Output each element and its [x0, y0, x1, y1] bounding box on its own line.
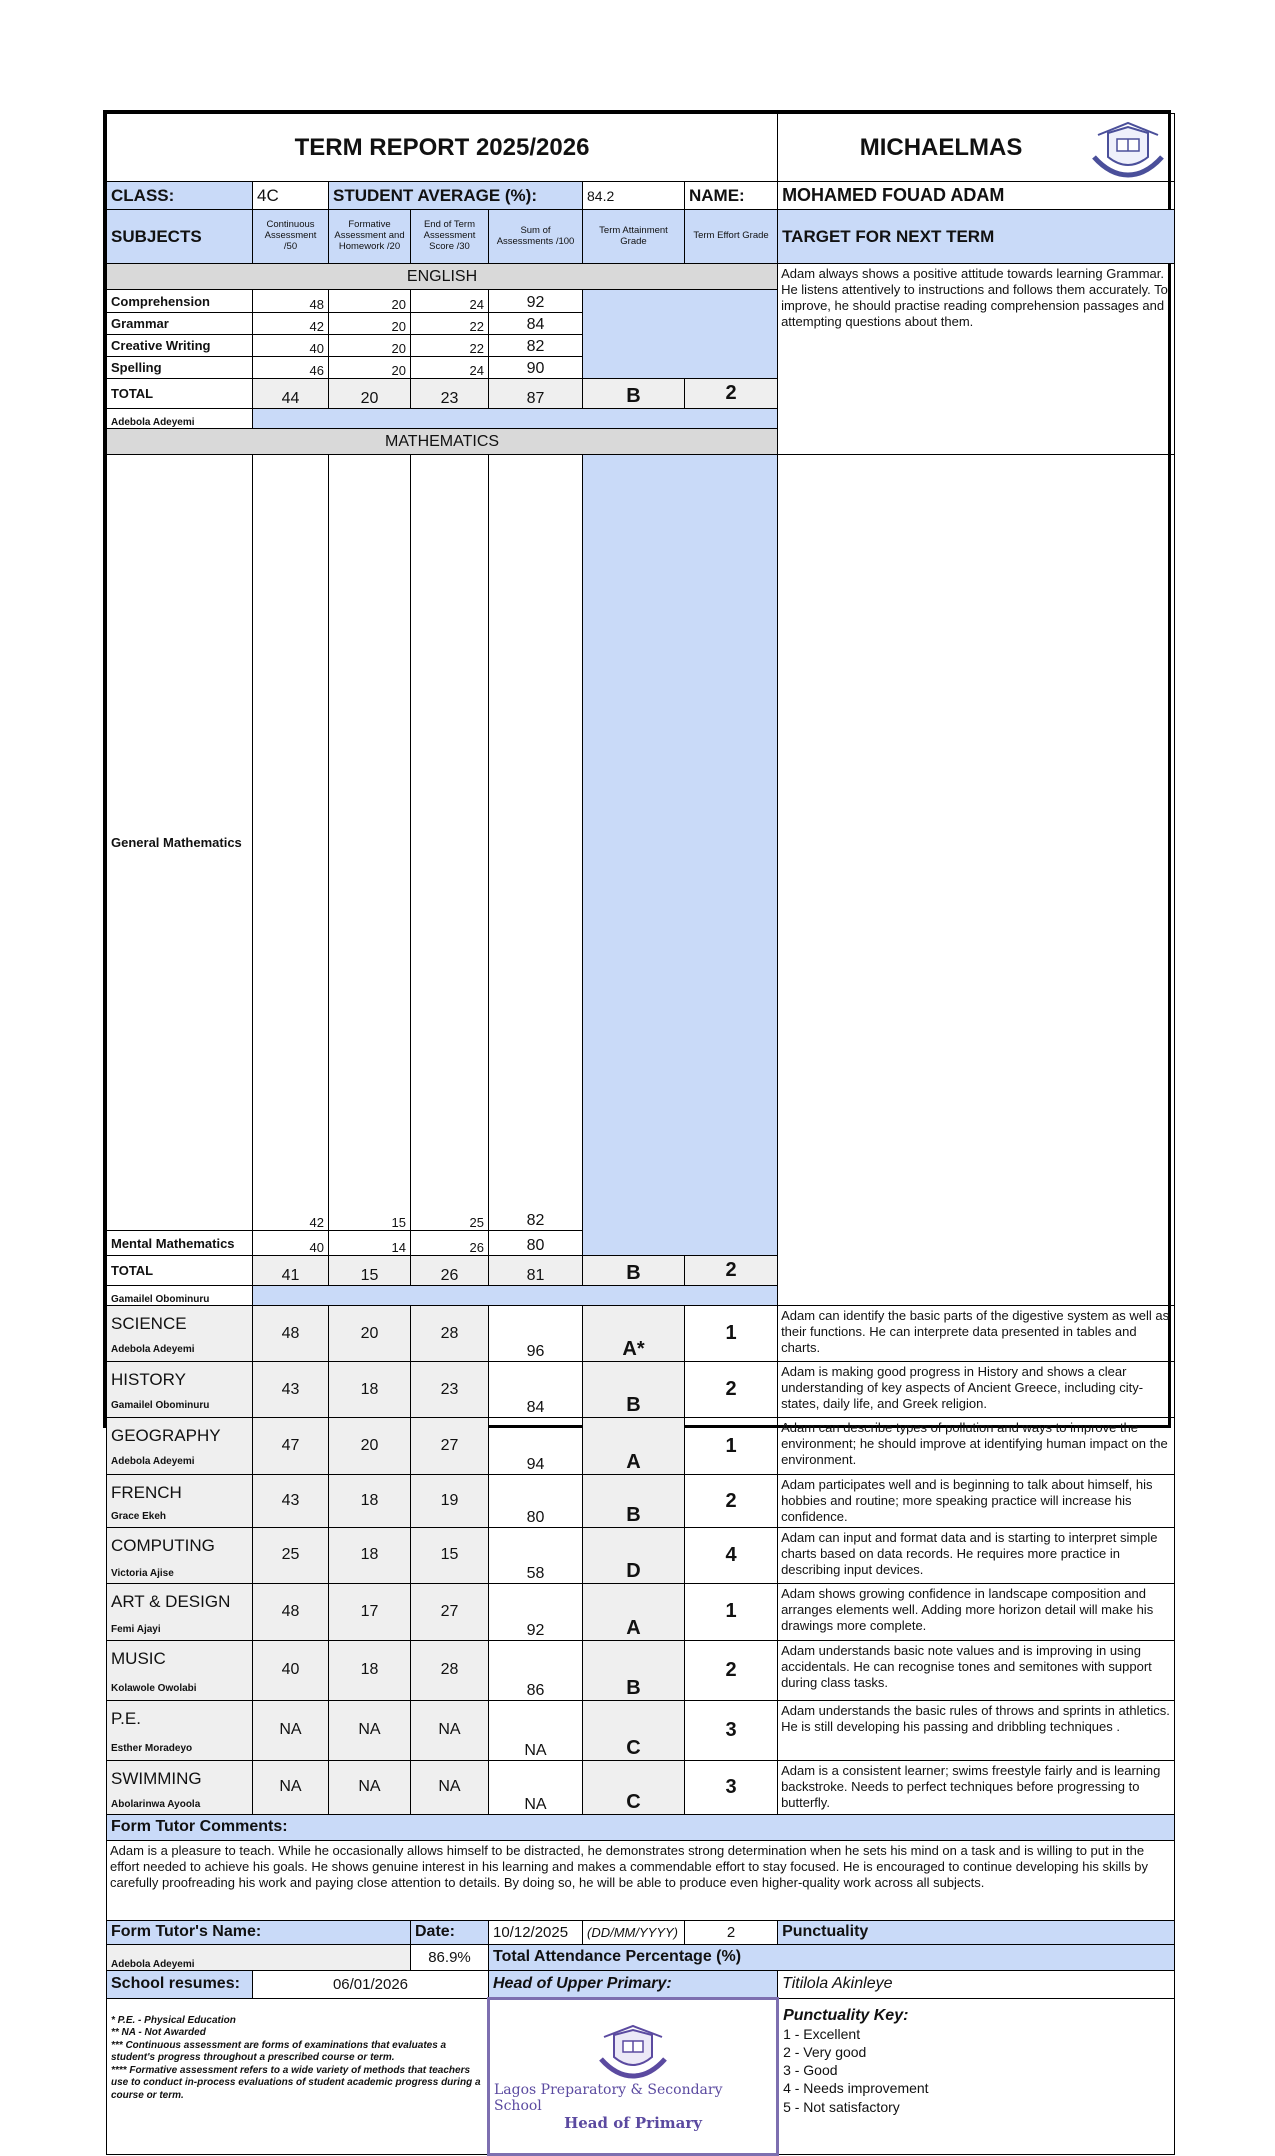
- subject-name: SCIENCE: [111, 1314, 187, 1334]
- maths-teacher-bar: [253, 1286, 778, 1306]
- english-row-name: Grammar: [107, 313, 253, 335]
- subject-comment: Adam can describe types of pollution and ways to improve the environment; he should improve at identifying human impact on the environment.: [778, 1418, 1175, 1475]
- subject-row-computing: [107, 1527, 1175, 1583]
- maths-row-name: General Mathematics: [107, 455, 253, 1231]
- maths-teacher: Gamailel Obominuru: [107, 1286, 253, 1306]
- subject-cell: [107, 1700, 253, 1760]
- subject-fa: NA: [329, 1700, 411, 1760]
- maths-row-fa: 14: [329, 1231, 411, 1256]
- subject-teacher: Kolawole Owolabi: [111, 1682, 197, 1694]
- subject-et: 28: [411, 1640, 489, 1700]
- subject-fa: 18: [329, 1362, 411, 1418]
- subject-comment: Adam understands basic note values and is improving in using accidentals. He can recognise tones and semitones with support during class tasks.: [778, 1640, 1175, 1700]
- name-label: NAME:: [685, 182, 778, 210]
- subject-row-science: [107, 1306, 1175, 1362]
- subject-effort: 2: [685, 1475, 778, 1528]
- subject-cell: [107, 1527, 253, 1583]
- subject-name: HISTORY: [111, 1370, 186, 1390]
- subject-sum: 86: [489, 1640, 583, 1700]
- subject-cell: [107, 1362, 253, 1418]
- subject-effort: 1: [685, 1583, 778, 1640]
- punctuality-value: 2: [685, 1920, 778, 1944]
- subject-row-art: [107, 1583, 1175, 1640]
- subject-name: ART & DESIGN: [111, 1591, 231, 1611]
- head-of-primary-stamp: [489, 1998, 778, 2154]
- subject-sum: 94: [489, 1418, 583, 1475]
- subject-comment: Adam understands the basic rules of throws and sprints in athletics. He is still developing his passing and dribbling techniques .: [778, 1700, 1175, 1760]
- english-row-name: Spelling: [107, 357, 253, 379]
- subject-effort: 1: [685, 1418, 778, 1475]
- subject-teacher: Femi Ajayi: [111, 1623, 161, 1635]
- subject-cell: [107, 1475, 253, 1528]
- subject-row-french: [107, 1475, 1175, 1528]
- subject-sum: 96: [489, 1306, 583, 1362]
- subject-et: NA: [411, 1700, 489, 1760]
- tutor-name: Adebola Adeyemi: [107, 1944, 411, 1970]
- english-row-fa: 20: [329, 290, 411, 313]
- subject-grade: A*: [583, 1306, 685, 1362]
- english-row-et: 22: [411, 313, 489, 335]
- subject-sum: NA: [489, 1760, 583, 1814]
- english-row-sum: 84: [489, 313, 583, 335]
- subject-effort: 3: [685, 1700, 778, 1760]
- subject-grade: A: [583, 1583, 685, 1640]
- english-total-label: TOTAL: [107, 379, 253, 409]
- note-item: *** Continuous assessment are forms of examinations that evaluates a student's progress throughout a prescribed course or term.: [111, 2039, 447, 2064]
- english-teacher: Adebola Adeyemi: [107, 409, 253, 429]
- subject-et: 23: [411, 1362, 489, 1418]
- notes-cell: [107, 1998, 489, 2154]
- target-header: TARGET FOR NEXT TERM: [778, 210, 1175, 264]
- subject-comment: Adam is making good progress in History and shows a clear understanding of key aspects of Ancient Greece, including city-states, daily life, and Greek religion.: [778, 1362, 1175, 1418]
- subject-et: 27: [411, 1418, 489, 1475]
- subject-cell: [107, 1760, 253, 1814]
- english-total-fa: 20: [329, 379, 411, 409]
- english-row-ca: 42: [253, 313, 329, 335]
- subject-sum: 92: [489, 1583, 583, 1640]
- maths-total-grade: B: [583, 1256, 685, 1286]
- english-total-effort: 2: [685, 379, 778, 409]
- subject-et: 27: [411, 1583, 489, 1640]
- tutor-comments: Adam is a pleasure to teach. While he occasionally allows himself to be distracted, he demonstrates strong determination when he sets his mind on a task and is willing to put in the effort needed to achieve his goals. He shows genuine interest in his learning and makes a commendable effort to stay focused. He is encouraged to continue developing his skills by carefully proofreading his work and paying close attention to details. By doing so, he will be able to produce even higher-quality work across all subjects.: [107, 1840, 1175, 1920]
- subject-grade: D: [583, 1527, 685, 1583]
- maths-total-et: 26: [411, 1256, 489, 1286]
- subject-comment: Adam is a consistent learner; swims freestyle fairly and is learning backstroke. Needs to perfect techniques before progressing to butterfly.: [778, 1760, 1175, 1814]
- maths-total-sum: 81: [489, 1256, 583, 1286]
- head-name: Titilola Akinleye: [778, 1970, 1175, 1998]
- subject-row-geography: [107, 1418, 1175, 1475]
- subject-fa: 20: [329, 1306, 411, 1362]
- subject-row-pe: [107, 1700, 1175, 1760]
- report-table: [106, 113, 1175, 2156]
- maths-total-fa: 15: [329, 1256, 411, 1286]
- english-total-ca: 44: [253, 379, 329, 409]
- key-item: 3 - Good: [783, 2062, 838, 2079]
- subject-fa: 20: [329, 1418, 411, 1475]
- english-row-ca: 40: [253, 335, 329, 357]
- punctuality-label: Punctuality: [778, 1920, 1175, 1944]
- tutor-comments-label: Form Tutor Comments:: [107, 1814, 1175, 1840]
- key-item: 1 - Excellent: [783, 2025, 861, 2042]
- student-name: MOHAMED FOUAD ADAM: [778, 182, 1175, 210]
- english-total-grade: B: [583, 379, 685, 409]
- maths-blank-grade: [583, 455, 778, 1256]
- subject-teacher: Gamailel Obominuru: [111, 1400, 210, 1412]
- subject-cell: [107, 1583, 253, 1640]
- subject-effort: 2: [685, 1362, 778, 1418]
- subject-teacher: Grace Ekeh: [111, 1511, 167, 1523]
- maths-total-effort: 2: [685, 1256, 778, 1286]
- english-row-et: 24: [411, 357, 489, 379]
- subject-grade: A: [583, 1418, 685, 1475]
- subject-grade: C: [583, 1700, 685, 1760]
- average-value: 84.2: [583, 182, 685, 210]
- subjects-header: SUBJECTS: [107, 210, 253, 264]
- subject-et: 19: [411, 1475, 489, 1528]
- subject-name: MUSIC: [111, 1648, 166, 1668]
- subject-name: P.E.: [111, 1708, 141, 1728]
- stamp-crest-icon: [598, 2021, 668, 2079]
- subject-cell: [107, 1306, 253, 1362]
- subject-fa: 18: [329, 1527, 411, 1583]
- subject-teacher: Victoria Ajise: [111, 1567, 174, 1579]
- stamp-school-name: Lagos Preparatory & Secondary School: [494, 2081, 723, 2114]
- subject-comment: Adam participates well and is beginning to talk about himself, his hobbies and routine; more speaking practice will increase his confidence.: [778, 1475, 1175, 1528]
- key-item: 2 - Very good: [783, 2044, 867, 2061]
- subject-comment: Adam shows growing confidence in landscape composition and arranges elements well. Adding more horizon detail will make his drawings more complete.: [778, 1583, 1175, 1640]
- attendance-label: Total Attendance Percentage (%): [489, 1944, 1175, 1970]
- english-row-sum: 92: [489, 290, 583, 313]
- subject-effort: 2: [685, 1640, 778, 1700]
- english-total-sum: 87: [489, 379, 583, 409]
- subject-fa: 18: [329, 1475, 411, 1528]
- subject-grade: B: [583, 1362, 685, 1418]
- subject-effort: 3: [685, 1760, 778, 1814]
- subject-rows: [107, 1306, 1175, 2154]
- english-row-ca: 48: [253, 290, 329, 313]
- english-section: ENGLISH: [107, 264, 778, 290]
- maths-row-ca: 42: [253, 455, 329, 1231]
- english-row-fa: 20: [329, 313, 411, 335]
- subject-ca: 43: [253, 1362, 329, 1418]
- key-item: 4 - Needs improvement: [783, 2080, 929, 2097]
- english-comment: Adam always shows a positive attitude towards learning Grammar. He listens attentively to instructions and follows them accurately. To improve, he should practise reading comprehension passages and attempting questions about them.: [778, 264, 1175, 455]
- subject-comment: Adam can input and format data and is starting to interpret simple charts based on data records. He requires more practice in describing input devices.: [778, 1527, 1175, 1583]
- subject-sum: 58: [489, 1527, 583, 1583]
- subject-ca: NA: [253, 1700, 329, 1760]
- resumes-label: School resumes:: [107, 1970, 253, 1998]
- subject-sum: 80: [489, 1475, 583, 1528]
- subject-fa: 17: [329, 1583, 411, 1640]
- subject-comment: Adam can identify the basic parts of the digestive system as well as their functions. He can interprete data presented in tables and charts.: [778, 1306, 1175, 1362]
- subject-fa: NA: [329, 1760, 411, 1814]
- subject-effort: 1: [685, 1306, 778, 1362]
- english-blank-grade: [583, 290, 778, 379]
- subject-grade: C: [583, 1760, 685, 1814]
- subject-ca: 40: [253, 1640, 329, 1700]
- average-label: STUDENT AVERAGE (%):: [329, 182, 583, 210]
- subject-row-history: [107, 1362, 1175, 1418]
- maths-section: MATHEMATICS: [107, 429, 778, 455]
- subject-cell: [107, 1640, 253, 1700]
- resumes-value: 06/01/2026: [253, 1970, 489, 1998]
- subject-sum: 84: [489, 1362, 583, 1418]
- maths-row-name: Mental Mathematics: [107, 1231, 253, 1256]
- english-row-et: 22: [411, 335, 489, 357]
- subject-ca: 48: [253, 1583, 329, 1640]
- maths-row-sum: 82: [489, 455, 583, 1231]
- subject-name: GEOGRAPHY: [111, 1426, 221, 1446]
- note-item: **** Formative assessment refers to a wide variety of methods that teachers use to conduct in-process evaluations of student academic progress during a course or term.: [111, 2064, 481, 2101]
- subject-grade: B: [583, 1475, 685, 1528]
- maths-row-et: 26: [411, 1231, 489, 1256]
- subject-ca: 48: [253, 1306, 329, 1362]
- subject-cell: [107, 1418, 253, 1475]
- english-row-name: Creative Writing: [107, 335, 253, 357]
- ca-header: Continuous Assessment /50: [253, 210, 329, 264]
- english-row-et: 24: [411, 290, 489, 313]
- date-label: Date:: [411, 1920, 489, 1944]
- fa-header: Formative Assessment and Homework /20: [329, 210, 411, 264]
- english-row-sum: 82: [489, 335, 583, 357]
- subject-ca: 43: [253, 1475, 329, 1528]
- et-header: End of Term Assessment Score /30: [411, 210, 489, 264]
- subject-teacher: Abolarinwa Ayoola: [111, 1798, 201, 1810]
- subject-teacher: Esther Moradeyo: [111, 1742, 193, 1754]
- english-row-fa: 20: [329, 357, 411, 379]
- attainment-header: Term Attainment Grade: [583, 210, 685, 264]
- term-cell: [778, 114, 1175, 182]
- effort-header: Term Effort Grade: [685, 210, 778, 264]
- subject-name: SWIMMING: [111, 1768, 202, 1788]
- subject-name: FRENCH: [111, 1483, 182, 1503]
- subject-fa: 18: [329, 1640, 411, 1700]
- attendance-value: 86.9%: [411, 1944, 489, 1970]
- report-title: TERM REPORT 2025/2026: [107, 114, 778, 182]
- english-row-fa: 20: [329, 335, 411, 357]
- key-item: 5 - Not satisfactory: [783, 2098, 900, 2115]
- english-total-et: 23: [411, 379, 489, 409]
- punctuality-key: [778, 1998, 1175, 2154]
- stamp-role: Head of Primary: [564, 2113, 702, 2132]
- term-name: MICHAELMAS: [859, 133, 1023, 161]
- maths-row-sum: 80: [489, 1231, 583, 1256]
- class-value: 4C: [253, 182, 329, 210]
- note-item: * P.E. - Physical Education: [111, 2014, 236, 2026]
- subject-name: COMPUTING: [111, 1535, 215, 1555]
- subject-teacher: Adebola Adeyemi: [111, 1456, 195, 1468]
- class-label: CLASS:: [107, 182, 253, 210]
- subject-grade: B: [583, 1640, 685, 1700]
- subject-teacher: Adebola Adeyemi: [111, 1344, 195, 1356]
- term-report: [103, 110, 1171, 2132]
- english-row-sum: 90: [489, 357, 583, 379]
- subject-ca: NA: [253, 1760, 329, 1814]
- key-title: Punctuality Key:: [783, 2006, 909, 2024]
- english-teacher-bar: [253, 409, 778, 429]
- maths-total-label: TOTAL: [107, 1256, 253, 1286]
- head-label: Head of Upper Primary:: [489, 1970, 778, 1998]
- tutor-name-label: Form Tutor's Name:: [107, 1920, 411, 1944]
- school-crest-icon: [1090, 117, 1166, 179]
- subject-sum: NA: [489, 1700, 583, 1760]
- note-item: ** NA - Not Awarded: [111, 2027, 206, 2039]
- subject-row-swimming: [107, 1760, 1175, 1814]
- subject-ca: 25: [253, 1527, 329, 1583]
- date-value: 10/12/2025: [489, 1920, 583, 1944]
- sum-header: Sum of Assessments /100: [489, 210, 583, 264]
- subject-et: 15: [411, 1527, 489, 1583]
- maths-total-ca: 41: [253, 1256, 329, 1286]
- subject-et: 28: [411, 1306, 489, 1362]
- maths-row-et: 25: [411, 455, 489, 1231]
- english-row-name: Comprehension: [107, 290, 253, 313]
- english-row-ca: 46: [253, 357, 329, 379]
- subject-ca: 47: [253, 1418, 329, 1475]
- date-format: (DD/MM/YYYY): [583, 1920, 685, 1944]
- maths-row-fa: 15: [329, 455, 411, 1231]
- subject-effort: 4: [685, 1527, 778, 1583]
- subject-row-music: [107, 1640, 1175, 1700]
- maths-row-ca: 40: [253, 1231, 329, 1256]
- subject-et: NA: [411, 1760, 489, 1814]
